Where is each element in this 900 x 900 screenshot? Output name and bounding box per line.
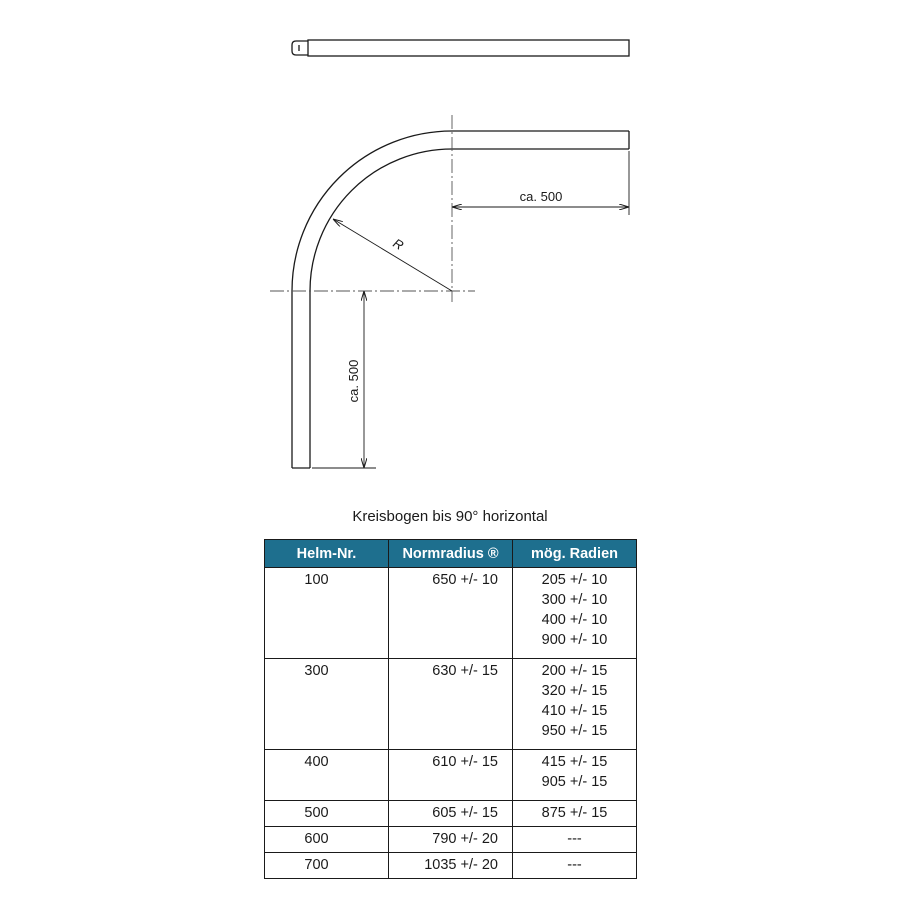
radius-value: 400 +/- 10 — [541, 612, 608, 628]
radius-spec-table — [264, 539, 637, 879]
table-caption: Kreisbogen bis 90° horizontal — [352, 508, 548, 525]
cell-moeg-radien — [513, 827, 637, 853]
radius-value: 875 +/- 15 — [541, 805, 608, 821]
radius-value: 320 +/- 15 — [541, 683, 608, 699]
table-row — [265, 750, 637, 801]
horizontal-dimension — [452, 189, 629, 207]
table-body — [265, 568, 637, 879]
rail-profile-view — [292, 40, 629, 56]
cell-helm-nr: 600 — [265, 827, 389, 853]
header-normradius: Normradius ® — [389, 540, 513, 568]
cell-helm-nr: 100 — [265, 568, 389, 659]
radius-value: 410 +/- 15 — [541, 703, 608, 719]
radius-value: 900 +/- 10 — [541, 632, 608, 648]
vertical-dimension — [346, 291, 364, 468]
vertical-dimension-label: ca. 500 — [346, 359, 361, 403]
radius-dimension — [333, 219, 452, 291]
table-row — [265, 659, 637, 750]
rail-bend-outline — [292, 131, 629, 468]
radius-value: --- — [567, 857, 582, 873]
cell-helm-nr: 400 — [265, 750, 389, 801]
radius-value: 200 +/- 15 — [541, 663, 608, 679]
radius-value: 905 +/- 15 — [541, 774, 608, 790]
cell-moeg-radien — [513, 801, 637, 827]
table-row — [265, 568, 637, 659]
cell-normradius: 1035 +/- 20 — [389, 853, 513, 879]
cell-helm-nr: 300 — [265, 659, 389, 750]
cell-moeg-radien — [513, 750, 637, 801]
cell-normradius: 605 +/- 15 — [389, 801, 513, 827]
radius-label: R — [390, 235, 407, 253]
radius-value: 300 +/- 10 — [541, 592, 608, 608]
radius-value: 415 +/- 15 — [541, 754, 608, 770]
cell-moeg-radien — [513, 853, 637, 879]
cell-moeg-radien — [513, 659, 637, 750]
table-row — [265, 801, 637, 827]
cell-normradius: 630 +/- 15 — [389, 659, 513, 750]
radius-value: 950 +/- 15 — [541, 723, 608, 739]
horizontal-dimension-label: ca. 500 — [519, 189, 563, 204]
table-row — [265, 827, 637, 853]
cell-helm-nr: 500 — [265, 801, 389, 827]
table-row — [265, 853, 637, 879]
cell-moeg-radien — [513, 568, 637, 659]
cell-normradius: 790 +/- 20 — [389, 827, 513, 853]
cell-helm-nr: 700 — [265, 853, 389, 879]
header-moeg-radien: mög. Radien — [513, 540, 637, 568]
radius-value: 205 +/- 10 — [541, 572, 608, 588]
center-lines — [270, 115, 475, 302]
table-header-row — [265, 540, 637, 568]
cell-normradius: 610 +/- 15 — [389, 750, 513, 801]
extension-lines — [312, 151, 629, 468]
radius-value: --- — [567, 831, 582, 847]
header-helm-nr: Helm-Nr. — [265, 540, 389, 568]
cell-normradius: 650 +/- 10 — [389, 568, 513, 659]
